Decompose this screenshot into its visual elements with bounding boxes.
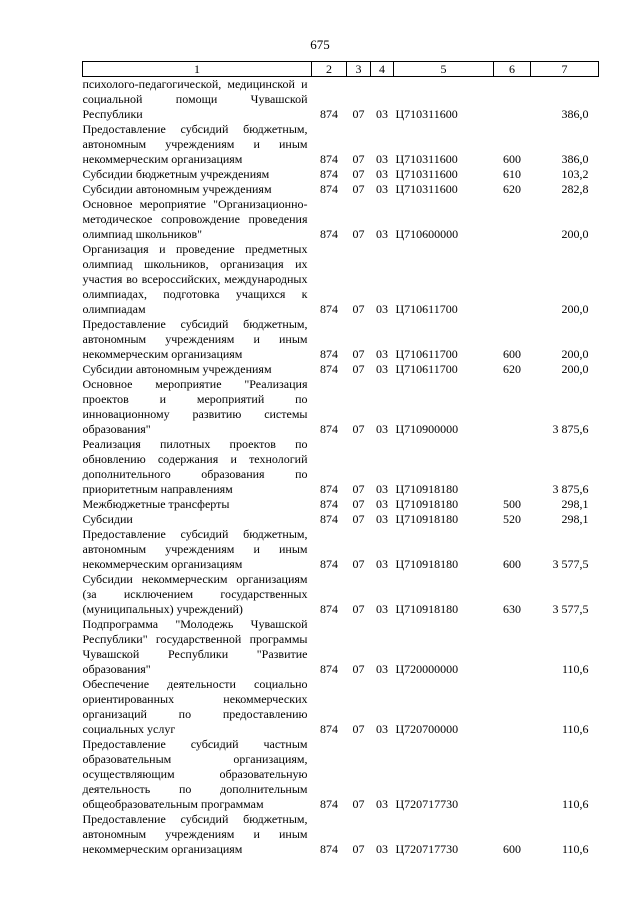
header-col-5: 5: [394, 62, 494, 77]
row-amount: 110,6: [561, 797, 589, 811]
row-admin-code: 874: [320, 152, 338, 166]
row-amount: 386,0: [561, 107, 589, 121]
row-name: Предоставление субсидий бюджетным, автономным учреждениям и иным некоммерческим организациям: [82, 527, 308, 571]
row-admin-code: 874: [320, 182, 338, 196]
row-admin-code: 874: [320, 842, 338, 856]
table-row: [83, 737, 599, 812]
row-section: 07: [352, 347, 365, 361]
row-subsection: 03: [376, 362, 388, 376]
row-section: 07: [352, 722, 365, 736]
row-target-article: Ц710611700: [395, 347, 458, 361]
row-subsection: 03: [376, 302, 388, 316]
row-section: 07: [352, 167, 365, 181]
row-subsection: 03: [376, 227, 388, 241]
row-admin-code: 874: [320, 422, 338, 436]
row-expense-type: 630: [503, 602, 521, 616]
row-subsection: 03: [376, 662, 388, 676]
row-name: Подпрограмма "Молодежь Чувашской Республики" государственной программы Чувашской Республики "Развитие образования": [82, 617, 308, 676]
table-row: [83, 497, 599, 512]
header-col-1: 1: [83, 62, 312, 77]
row-name: Предоставление субсидий бюджетным, автономным учреждениям и иным некоммерческим организациям: [82, 812, 308, 856]
table-row: [83, 677, 599, 737]
row-amount: 3 875,6: [552, 422, 589, 436]
row-section: 07: [352, 602, 365, 616]
row-name: Реализация пилотных проектов по обновлению содержания и технологий дополнительного образования по приоритетным направлениям: [82, 437, 308, 496]
table-row: [83, 512, 599, 527]
row-amount: 298,1: [561, 512, 589, 526]
row-amount: 110,6: [561, 842, 589, 856]
budget-table: [82, 61, 599, 857]
table-header: [83, 62, 599, 77]
row-amount: 3 577,5: [552, 557, 589, 571]
row-expense-type: 500: [503, 497, 521, 511]
row-admin-code: 874: [320, 362, 338, 376]
row-name: Субсидии автономным учреждениям: [82, 362, 272, 376]
row-target-article: Ц710311600: [395, 152, 458, 166]
row-amount: 200,0: [561, 347, 589, 361]
table-row: [83, 572, 599, 617]
row-expense-type: 600: [503, 557, 521, 571]
table-row: [83, 527, 599, 572]
row-subsection: 03: [376, 602, 388, 616]
row-expense-type: [494, 197, 531, 242]
row-admin-code: 874: [320, 482, 338, 496]
row-name: Основное мероприятие "Организационно-методическое сопровождение проведения олимпиад школьников": [82, 197, 308, 241]
row-expense-type: [494, 617, 531, 677]
row-subsection: 03: [376, 182, 388, 196]
row-section: 07: [352, 302, 365, 316]
row-admin-code: 874: [320, 497, 338, 511]
row-name: Предоставление субсидий бюджетным, автономным учреждениям и иным некоммерческим организациям: [82, 122, 308, 166]
row-name: Субсидии бюджетным учреждениям: [82, 167, 270, 181]
row-expense-type: [494, 377, 531, 437]
row-expense-type: 620: [503, 182, 521, 196]
row-section: 07: [352, 557, 365, 571]
row-amount: 200,0: [561, 362, 589, 376]
table-row: [83, 317, 599, 362]
row-expense-type: 600: [503, 347, 521, 361]
row-amount: 3 577,5: [552, 602, 589, 616]
row-amount: 110,6: [561, 722, 589, 736]
table-body: [83, 77, 599, 858]
row-section: 07: [352, 422, 365, 436]
row-section: 07: [352, 662, 365, 676]
table-row: [83, 362, 599, 377]
row-name: Предоставление субсидий бюджетным, автономным учреждениям и иным некоммерческим организациям: [82, 317, 308, 361]
row-subsection: 03: [376, 497, 388, 511]
row-expense-type: [494, 77, 531, 123]
row-target-article: Ц710611700: [395, 302, 458, 316]
table-row: [83, 377, 599, 437]
row-subsection: 03: [376, 722, 388, 736]
row-name: Предоставление субсидий частным образовательным организациям, осуществляющим образовательную деятельность по дополнительным общеобразовательным программам: [82, 737, 308, 811]
row-name: Основное мероприятие "Реализация проектов и мероприятий по инновационному развитию системы образования": [82, 377, 308, 436]
row-expense-type: [494, 737, 531, 812]
row-amount: 3 875,6: [552, 482, 589, 496]
row-expense-type: 620: [503, 362, 521, 376]
row-section: 07: [352, 512, 365, 526]
row-name: Организация и проведение предметных олимпиад школьников, организация их участия во всероссийских, международных олимпиадах, подготовка учащихся к олимпиадам: [82, 242, 308, 316]
row-target-article: Ц710900000: [395, 422, 459, 436]
row-subsection: 03: [376, 347, 388, 361]
row-amount: 282,8: [561, 182, 589, 196]
row-expense-type: [494, 242, 531, 317]
row-admin-code: 874: [320, 662, 338, 676]
row-target-article: Ц710918180: [395, 512, 459, 526]
row-expense-type: [494, 437, 531, 497]
table-row: [83, 242, 599, 317]
row-section: 07: [352, 182, 365, 196]
row-amount: 103,2: [561, 167, 589, 181]
row-target-article: Ц720700000: [395, 722, 459, 736]
table-row: [83, 197, 599, 242]
row-subsection: 03: [376, 152, 388, 166]
row-subsection: 03: [376, 167, 388, 181]
row-target-article: Ц710918180: [395, 482, 459, 496]
row-name: Субсидии: [82, 512, 133, 526]
row-admin-code: 874: [320, 227, 338, 241]
row-target-article: Ц710311600: [395, 182, 458, 196]
row-admin-code: 874: [320, 347, 338, 361]
row-target-article: Ц710311600: [395, 167, 458, 181]
row-name: Субсидии автономным учреждениям: [82, 182, 272, 196]
row-expense-type: 600: [503, 842, 521, 856]
header-col-4: 4: [371, 62, 394, 77]
row-expense-type: 610: [503, 167, 521, 181]
row-section: 07: [352, 107, 365, 121]
row-admin-code: 874: [320, 302, 338, 316]
row-target-article: Ц720717730: [395, 842, 459, 856]
row-subsection: 03: [376, 797, 388, 811]
row-expense-type: 600: [503, 152, 521, 166]
row-subsection: 03: [376, 107, 388, 121]
row-section: 07: [352, 797, 365, 811]
table-row: [83, 812, 599, 857]
row-section: 07: [352, 152, 365, 166]
row-section: 07: [352, 362, 365, 376]
row-admin-code: 874: [320, 557, 338, 571]
row-name: Обеспечение деятельности социально ориентированных некоммерческих организаций по предоставлению социальных услуг: [82, 677, 308, 736]
row-amount: 200,0: [561, 302, 589, 316]
row-admin-code: 874: [320, 602, 338, 616]
page-number: 675: [310, 37, 330, 52]
row-subsection: 03: [376, 557, 388, 571]
row-amount: 200,0: [561, 227, 589, 241]
table-row: [83, 122, 599, 167]
row-subsection: 03: [376, 482, 388, 496]
row-section: 07: [352, 482, 365, 496]
table-row: [83, 77, 599, 123]
table-row: [83, 437, 599, 497]
row-name: Межбюджетные трансферты: [82, 497, 230, 511]
header-col-2: 2: [312, 62, 347, 77]
header-col-6: 6: [494, 62, 531, 77]
row-amount: 298,1: [561, 497, 589, 511]
row-name: психолого-педагогической, медицинской и социальной помощи Чувашской Республики: [82, 77, 308, 121]
header-col-7: 7: [531, 62, 599, 77]
row-admin-code: 874: [320, 167, 338, 181]
row-amount: 110,6: [561, 662, 589, 676]
row-name: Субсидии некоммерческим организациям (за исключением государственных (муниципальных) учреждений): [82, 572, 308, 616]
row-admin-code: 874: [320, 797, 338, 811]
row-subsection: 03: [376, 842, 388, 856]
row-target-article: Ц710918180: [395, 602, 459, 616]
row-subsection: 03: [376, 422, 388, 436]
row-amount: 386,0: [561, 152, 589, 166]
row-section: 07: [352, 227, 365, 241]
table-row: [83, 182, 599, 197]
row-admin-code: 874: [320, 512, 338, 526]
row-target-article: Ц720717730: [395, 797, 459, 811]
row-section: 07: [352, 842, 365, 856]
row-admin-code: 874: [320, 722, 338, 736]
row-target-article: Ц710918180: [395, 557, 459, 571]
row-target-article: Ц710918180: [395, 497, 459, 511]
row-expense-type: 520: [503, 512, 521, 526]
row-target-article: Ц710311600: [395, 107, 458, 121]
table-row: [83, 617, 599, 677]
row-section: 07: [352, 497, 365, 511]
row-admin-code: 874: [320, 107, 338, 121]
row-subsection: 03: [376, 512, 388, 526]
row-target-article: Ц710611700: [395, 362, 458, 376]
header-col-3: 3: [347, 62, 371, 77]
table-row: [83, 167, 599, 182]
row-expense-type: [494, 677, 531, 737]
row-target-article: Ц710600000: [395, 227, 459, 241]
row-target-article: Ц720000000: [395, 662, 459, 676]
